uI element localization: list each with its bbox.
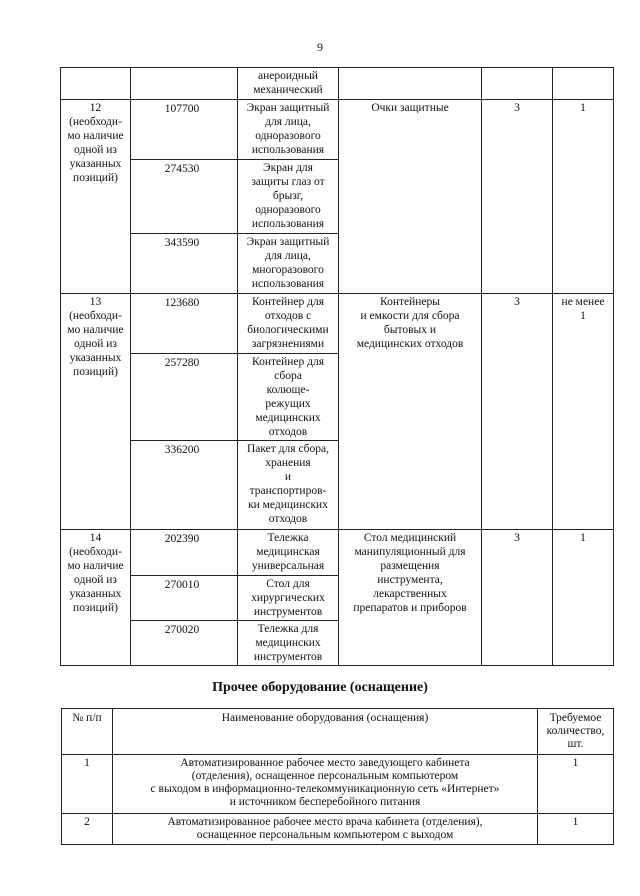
item-name: Экран защитный для лица, одноразового использования (238, 100, 339, 160)
item-description: Стол медицинский манипуляционный для размещения инструмента, лекарственных препаратов и приборов (339, 530, 482, 666)
other-equipment-table (61, 708, 614, 845)
table-row (61, 294, 614, 354)
table-row (62, 814, 614, 845)
item-name: Контейнер для сбора колюще- режущих медицинских отходов (238, 354, 339, 441)
table-row (61, 100, 614, 160)
table-row (62, 755, 614, 814)
item-code: 270020 (131, 621, 238, 666)
section-heading: Прочее оборудование (оснащение) (212, 680, 428, 695)
position-cell: 14 (необходи- мо наличие одной из указанных позиций) (61, 530, 131, 666)
item-code: 107700 (131, 100, 238, 160)
item-ref: 3 (482, 294, 553, 530)
header-name: Наименование оборудования (оснащения) (113, 709, 538, 755)
table-row (61, 530, 614, 576)
position-cell: 12 (необходи- мо наличие одной из указанных позиций) (61, 100, 131, 294)
item-ref: 3 (482, 530, 553, 666)
item-code: 274530 (131, 160, 238, 234)
row-num: 2 (62, 814, 113, 845)
item-name: Пакет для сбора, хранения и транспортиров- ки медицинских отходов (238, 441, 339, 530)
row-qty: 1 (538, 814, 614, 845)
item-ref: 3 (482, 100, 553, 294)
item-code: 336200 (131, 441, 238, 530)
item-name: Стол для хирургических инструментов (238, 576, 339, 621)
position-cell: 13 (необходи- мо наличие одной из указанных позиций) (61, 294, 131, 530)
item-name: Экран защитный для лица, многоразового использования (238, 234, 339, 294)
header-num: № п/п (62, 709, 113, 755)
item-name: Тележка для медицинских инструментов (238, 621, 339, 666)
item-description: Контейнеры и емкости для сбора бытовых и медицинских отходов (339, 294, 482, 530)
item-description: Очки защитные (339, 100, 482, 294)
row-qty: 1 (538, 755, 614, 814)
item-name: Экран для защиты глаз от брызг, одноразового использования (238, 160, 339, 234)
table-header-row (62, 709, 614, 755)
item-code: 202390 (131, 530, 238, 576)
item-quantity: 1 (553, 530, 614, 666)
item-name: Контейнер для отходов с биологическими загрязнениями (238, 294, 339, 354)
item-code: 257280 (131, 354, 238, 441)
row-name: Автоматизированное рабочее место врача кабинета (отделения), оснащенное персональным компьютером с выходом (113, 814, 538, 845)
item-quantity: 1 (553, 100, 614, 294)
item-name: Тележка медицинская универсальная (238, 530, 339, 576)
page-number: 9 (317, 40, 323, 54)
item-code: 123680 (131, 294, 238, 354)
row-num: 1 (62, 755, 113, 814)
item-quantity: не менее 1 (553, 294, 614, 530)
item-code: 343590 (131, 234, 238, 294)
item-code: 270010 (131, 576, 238, 621)
equipment-table (60, 67, 614, 666)
item-name: анероидный механический (238, 68, 339, 100)
header-qty: Требуемое количество, шт. (538, 709, 614, 755)
row-name: Автоматизированное рабочее место заведующего кабинета (отделения), оснащенное персональным компьютером с выходом в информационно-телекоммуникационную сеть «Интернет» и источником бесперебойного питания (113, 755, 538, 814)
table-row-continuation (61, 68, 614, 100)
